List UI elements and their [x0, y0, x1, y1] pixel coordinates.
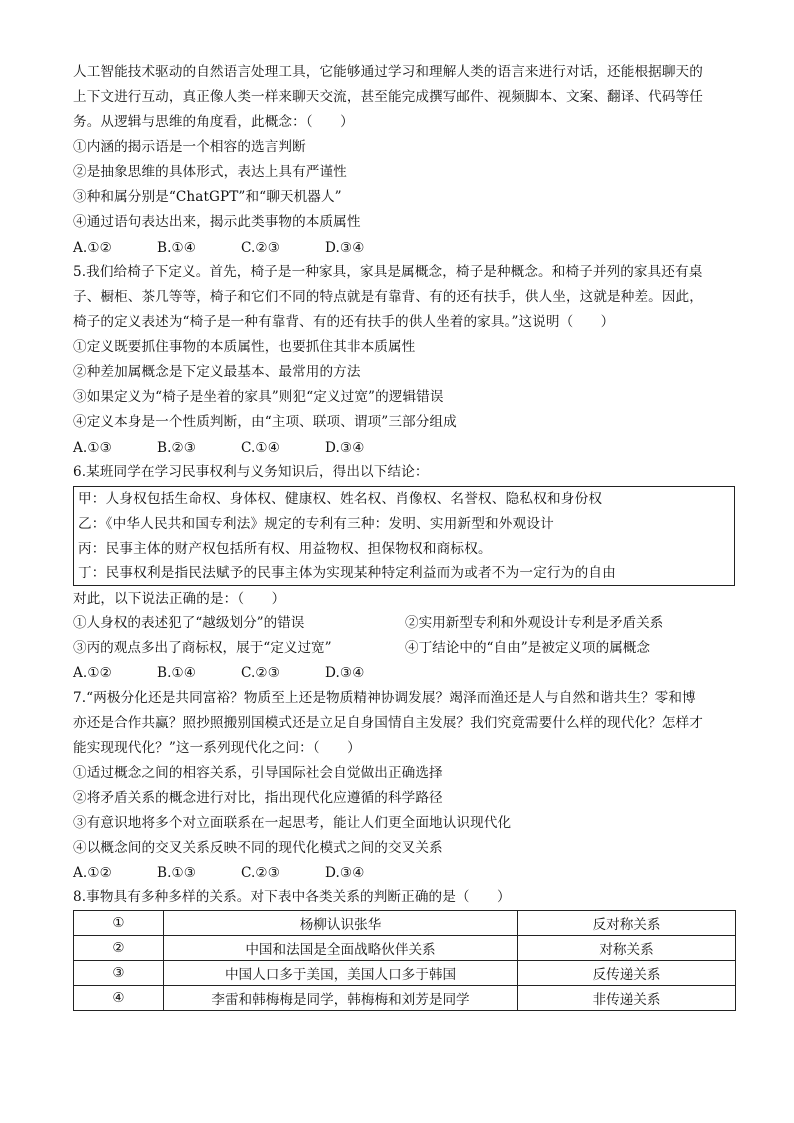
conclusion-jia: 甲：人身权包括生命权、身体权、健康权、姓名权、肖像权、名誉权、隐私权和身份权: [78, 491, 603, 507]
row-number: ②: [74, 936, 164, 961]
conclusions-box: [73, 486, 735, 586]
option-d[interactable]: D.③④: [325, 665, 365, 681]
question-5-statement: ①定义既要抓住事物的本质属性，也要抓住其非本质属性: [73, 339, 416, 355]
question-5-statement: ③如果定义为“椅子是坐着的家具”则犯“定义过宽”的逻辑错误: [73, 389, 444, 405]
relation-example: 中国和法国是全面战略伙伴关系: [164, 936, 518, 961]
relation-type: 对称关系: [518, 936, 736, 961]
option-d[interactable]: D.③④: [325, 240, 365, 256]
question-7-statement: ①适过概念之间的相容关系，引导国际社会自觉做出正确选择: [73, 765, 443, 781]
question-7-statement: ②将矛盾关系的概念进行对比，指出现代化应遵循的科学路径: [73, 790, 443, 806]
option-a[interactable]: A.①②: [73, 240, 112, 256]
question-6-stem: 6.某班同学在学习民事权利与义务知识后，得出以下结论：: [73, 464, 429, 480]
row-number: ①: [74, 911, 164, 936]
question-6-statement: ④丁结论中的“自由”是被定义项的属概念: [405, 640, 650, 656]
question-7-stem-line: 亦还是合作共赢？照抄照搬别国模式还是立足自身国情自主发展？我们究竟需要什么样的现代化？怎样才: [73, 715, 703, 731]
question-4-statement: ①内涵的揭示语是一个相容的选言判断: [73, 139, 306, 155]
option-b[interactable]: B.①③: [157, 865, 197, 881]
option-c[interactable]: C.②③: [241, 665, 281, 681]
relation-example: 杨柳认识张华: [164, 911, 518, 936]
question-7-statement: ③有意识地将多个对立面联系在一起思考，能让人们更全面地认识现代化: [73, 815, 512, 831]
option-c[interactable]: C.②③: [241, 240, 281, 256]
relations-table: [73, 910, 736, 1011]
question-7-options: [73, 861, 409, 886]
option-d[interactable]: D.③④: [325, 865, 365, 881]
relation-example: 李雷和韩梅梅是同学，韩梅梅和刘芳是同学: [164, 986, 518, 1011]
question-6-statement: ①人身权的表述犯了“越级划分”的错误: [73, 615, 305, 631]
relation-type: 反对称关系: [518, 911, 736, 936]
table-row: [74, 936, 736, 961]
question-5-stem-line: 椅子的定义表述为“椅子是一种有靠背、有的还有扶手的供人坐着的家具。”这说明（ ）: [73, 314, 615, 330]
table-row: [74, 986, 736, 1011]
row-number: ④: [74, 986, 164, 1011]
question-7-stem-line: 7.“两极分化还是共同富裕？物质至上还是物质精神协调发展？竭泽而渔还是人与自然和谐共生？零和博: [73, 690, 696, 706]
option-b[interactable]: B.①④: [157, 240, 197, 256]
row-number: ③: [74, 961, 164, 986]
table-row: [74, 911, 736, 936]
question-4-stem-line: 务。从逻辑与思维的角度看，此概念：（ ）: [73, 114, 354, 130]
question-5-statement: ④定义本身是一个性质判断，由“主项、联项、谓项”三部分组成: [73, 414, 457, 430]
question-7-statement: ④以概念间的交叉关系反映不同的现代化模式之间的交叉关系: [73, 840, 443, 856]
option-a[interactable]: A.①③: [73, 440, 112, 456]
question-4-statement: ④通过语句表达出来，揭示此类事物的本质属性: [73, 214, 361, 230]
relation-type: 反传递关系: [518, 961, 736, 986]
option-b[interactable]: B.②③: [157, 440, 197, 456]
option-b[interactable]: B.①④: [157, 665, 197, 681]
relation-type: 非传递关系: [518, 986, 736, 1011]
question-5-statement: ②种差加属概念是下定义最基本、最常用的方法: [73, 364, 361, 380]
question-5-stem-line: 5.我们给椅子下定义。首先，椅子是一种家具，家具是属概念，椅子是种概念。和椅子并列的家具还有桌: [73, 264, 703, 280]
question-4-options: [73, 236, 409, 261]
question-6-statement: ②实用新型专利和外观设计专利是矛盾关系: [405, 615, 664, 631]
question-6-ask: 对此，以下说法正确的是：（ ）: [73, 591, 286, 607]
option-d[interactable]: D.③④: [325, 440, 365, 456]
question-8-stem: 8.事物具有多种多样的关系。对下表中各类关系的判断正确的是（ ）: [73, 889, 511, 905]
question-5-options: [73, 436, 409, 461]
option-a[interactable]: A.①②: [73, 865, 112, 881]
question-6-options: [73, 661, 409, 686]
option-c[interactable]: C.①④: [241, 440, 281, 456]
question-4-statement: ②是抽象思维的具体形式，表达上具有严谨性: [73, 164, 347, 180]
relation-example: 中国人口多于美国，美国人口多于韩国: [164, 961, 518, 986]
table-row: [74, 961, 736, 986]
question-7-stem-line: 能实现现代化？”这一系列现代化之问：（ ）: [73, 740, 361, 756]
question-5-stem-line: 子、橱柜、茶几等等，椅子和它们不同的特点就是有靠背、有的还有扶手，供人坐，这就是种差。因此，: [73, 289, 703, 305]
question-4-stem-line: 上下文进行互动，真正像人类一样来聊天交流，甚至能完成撰写邮件、视频脚本、文案、翻译、代码等任: [73, 89, 703, 105]
question-4-stem-line: 人工智能技术驱动的自然语言处理工具，它能够通过学习和理解人类的语言来进行对话，还能根据聊天的: [73, 64, 703, 80]
conclusion-ding: 丁：民事权利是指民法赋予的民事主体为实现某种特定利益而为或者不为一定行为的自由: [78, 565, 616, 581]
option-a[interactable]: A.①②: [73, 665, 112, 681]
conclusion-bing: 丙：民事主体的财产权包括所有权、用益物权、担保物权和商标权。: [78, 541, 492, 557]
question-4-statement: ③种和属分别是“ChatGPT”和“聊天机器人”: [73, 189, 342, 205]
option-c[interactable]: C.②③: [241, 865, 281, 881]
conclusion-yi: 乙：《中华人民共和国专利法》规定的专利有三种：发明、实用新型和外观设计: [78, 516, 554, 532]
question-6-statement: ③丙的观点多出了商标权，展于“定义过宽”: [73, 640, 332, 656]
